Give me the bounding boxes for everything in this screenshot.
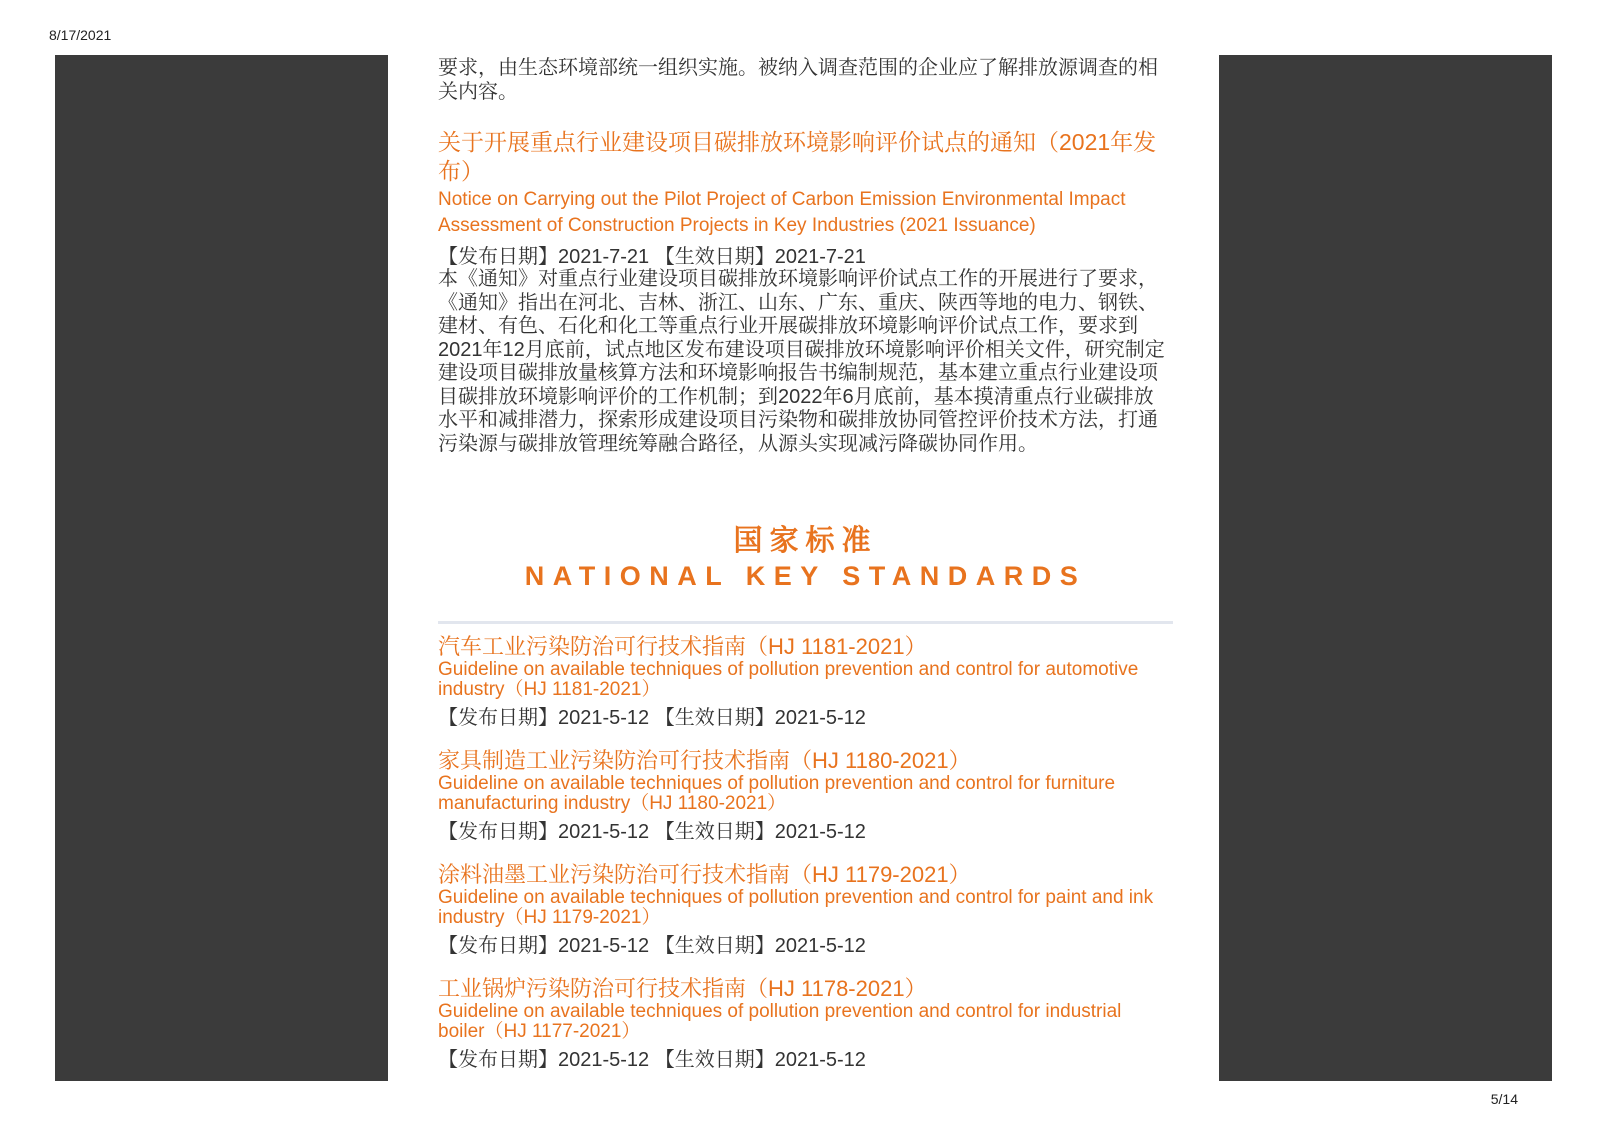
page-number: 5/14 [1490, 1091, 1518, 1107]
standard-item [438, 633, 1173, 730]
section-title-cn: 国家标准 [733, 525, 878, 557]
standard-dates: 【发布日期】2021-5-12 【生效日期】2021-5-12 [438, 1049, 866, 1071]
section-title-en: NATIONAL KEY STANDARDS [524, 561, 1087, 591]
standard-title-en[interactable]: Guideline on available techniques of pollution prevention and control for paint and ink industry（HJ 1179-2021） [438, 887, 1154, 928]
standard-dates: 【发布日期】2021-5-12 【生效日期】2021-5-12 [438, 707, 866, 729]
right-margin-panel [1219, 55, 1552, 1081]
standard-title-cn[interactable]: 家具制造工业污染防治可行技术指南（HJ 1180-2021） [438, 748, 971, 773]
standard-title-cn[interactable]: 汽车工业污染防治可行技术指南（HJ 1181-2021） [438, 634, 927, 659]
standard-title-en[interactable]: Guideline on available techniques of pollution prevention and control for furniture manufacturing industry（HJ 1180-2021） [438, 773, 1116, 814]
standard-title-cn[interactable]: 工业锅炉污染防治可行技术指南（HJ 1178-2021） [438, 976, 927, 1001]
print-date: 8/17/2021 [49, 27, 112, 43]
notice-body: 本《通知》对重点行业建设项目碳排放环境影响评价试点工作的开展进行了要求，《通知》指出在河北、吉林、浙江、山东、广东、重庆、陕西等地的电力、钢铁、建材、有色、石化和化工等重点行业开展碳排放环境影响评价试点工作，要求到2021年12月底前，试点地区发布建设项目碳排放环境影响评价相关文件，研究制定建设项目碳排放量核算方法和环境影响报告书编制规范，基本建立重点行业建设项目碳排放环境影响评价的工作机制；到2022年6月底前，基本摸清重点行业碳排放水平和减排潜力，探索形成建设项目污染物和碳排放协同管控评价技术方法，打通污染源与碳排放管理统筹融合路径，从源头实现减污降碳协同作用。 [438, 268, 1165, 455]
standard-item [438, 861, 1173, 958]
standard-title-en[interactable]: Guideline on available techniques of pollution prevention and control for industrial boiler（HJ 1177-2021） [438, 1001, 1122, 1042]
standard-item [438, 975, 1173, 1072]
standard-title-en[interactable]: Guideline on available techniques of pollution prevention and control for automotive industry（HJ 1181-2021） [438, 659, 1139, 700]
page-content [388, 55, 1219, 1081]
section-divider [438, 621, 1173, 624]
intro-paragraph: 要求，由生态环境部统一组织实施。被纳入调查范围的企业应了解排放源调查的相关内容。 [438, 57, 1158, 103]
standard-dates: 【发布日期】2021-5-12 【生效日期】2021-5-12 [438, 821, 866, 843]
notice-dates: 【发布日期】2021-7-21 【生效日期】2021-7-21 [438, 246, 866, 268]
left-margin-panel [55, 55, 388, 1081]
notice-title-en[interactable]: Notice on Carrying out the Pilot Project of Carbon Emission Environmental Impact Assessment of Construction Projects in Key Industries (2021 Issuance) [438, 189, 1126, 236]
standard-item [438, 747, 1173, 844]
notice-title-cn[interactable]: 关于开展重点行业建设项目碳排放环境影响评价试点的通知（2021年发布） [438, 129, 1157, 184]
standard-title-cn[interactable]: 涂料油墨工业污染防治可行技术指南（HJ 1179-2021） [438, 862, 971, 887]
standard-dates: 【发布日期】2021-5-12 【生效日期】2021-5-12 [438, 935, 866, 957]
